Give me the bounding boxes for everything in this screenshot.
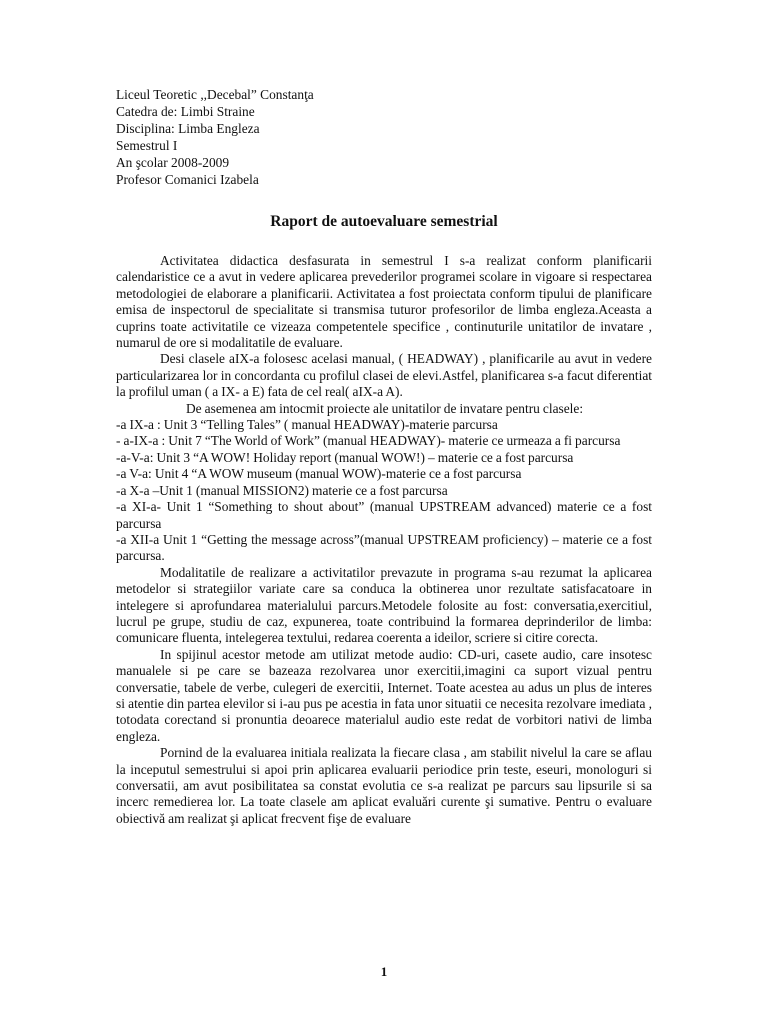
discipline: Disciplina: Limba Engleza (116, 121, 260, 136)
teacher-name: Profesor Comanici Izabela (116, 172, 259, 187)
paragraph: Modalitatile de realizare a activitatilor prevazute in programa s-au rezumat la aplicarea metodelor si strategiilor variate care sa conduca la obtinerea unor rezultate satisfacatoare in intelegere si aprofundarea materialului parcurs.Metodele folosite au fost: conversatia,exercitiul, lucrul pe grupe, studiu de caz, expunerea, toate contribuind la formarea deprinderilor de limba: comunicare fluenta, intelegerea textului, redarea coerenta a ideilor, scriere si citire corecta. (116, 564, 652, 646)
document-header (116, 86, 652, 188)
page-number: 1 (380, 964, 388, 979)
paragraph: De asemenea am intocmit proiecte ale unitatilor de invatare pentru clasele: (186, 400, 584, 416)
list-item: -a-V-a: Unit 3 “A WOW! Holiday report (manual WOW!) – materie ce a fost parcursa (116, 449, 574, 465)
paragraph: In spijinul acestor metode am utilizat metode audio: CD-uri, casete audio, care insotesc manualele si pe care se bazeaza rezolvarea unor exercitii,imagini ca suport vizual pentru conversatie, tabele de verbe, culegeri de exercitii, Internet. Toate acestea au adus un plus de interes si atentie din partea elevilor si i-au pus pe acestia in fata unor situatii ce necesita rezolvare imediata , totodata corectand si pronuntia deoarece materialul audio este redat de vorbitori nativi de limba engleza. (116, 646, 652, 744)
list-item: -a V-a: Unit 4 “A WOW museum (manual WOW)-materie ce a fost parcursa (116, 466, 522, 482)
list-item: -a X-a –Unit 1 (manual MISSION2) materie ce a fost parcursa (116, 482, 448, 498)
paragraph: Activitatea didactica desfasurata in semestrul I s-a realizat conform planificarii calendaristice ce a avut in vedere aplicarea prevederilor programei scolare in vigoare si respectarea metodologiei de elaborare a planificarii. Activitatea a fost proiectata conform tipului de planificare emisa de inspectorul de specialitate si transmisa tuturor profesorilor de limba engleza.Aceasta a cuprins toate activitatile ce vizeaza competentele specifice , continuturile unitatilor de invatare , numarul de ore si modalitatile de evaluare. (116, 253, 652, 351)
school-year: An şcolar 2008-2009 (116, 155, 230, 170)
list-item: - a-IX-a : Unit 7 “The World of Work” (manual HEADWAY)- materie ce urmeaza a fi parcursa (116, 433, 621, 449)
school-name: Liceul Teoretic ,,Decebal” Constanţa (116, 87, 314, 102)
paragraph: Desi clasele aIX-a folosesc acelasi manual, ( HEADWAY) , planificarile au avut in vedere particularizarea lor in concordanta cu profilul clasei de elevi.Astfel, planificarea s-a facut diferentiat la profilul uman ( a IX- a E) fata de cel real( aIX-a A). (116, 351, 652, 400)
paragraph: Pornind de la evaluarea initiala realizata la fiecare clasa , am stabilit nivelul la care se aflau la inceputul semestrului si apoi prin aplicarea evaluarii periodice prin teste, eseuri, monologuri si conversatii, am avut posibilitatea sa constat evolutia ce s-a realizat pe parcurs sau lipsurile si sa incerc remedierea lor. La toate clasele am aplicat evaluări curente şi sumative. Pentru o evaluare obiectivă am realizat şi aplicat frecvent fişe de evaluare (116, 745, 652, 826)
department: Catedra de: Limbi Straine (116, 104, 255, 119)
document-title: Raport de autoevaluare semestrial (270, 213, 498, 230)
list-item: -a XII-a Unit 1 “Getting the message across”(manual UPSTREAM proficiency) – materie ce a fost parcursa. (116, 531, 652, 564)
list-item: -a IX-a : Unit 3 “Telling Tales” ( manual HEADWAY)-materie parcursa (116, 417, 498, 433)
document-page (116, 86, 652, 827)
document-body (116, 253, 652, 827)
semester: Semestrul I (116, 138, 178, 153)
list-item: -a XI-a- Unit 1 “Something to shout about” (manual UPSTREAM advanced) materie ce a fost parcursa (116, 499, 652, 531)
